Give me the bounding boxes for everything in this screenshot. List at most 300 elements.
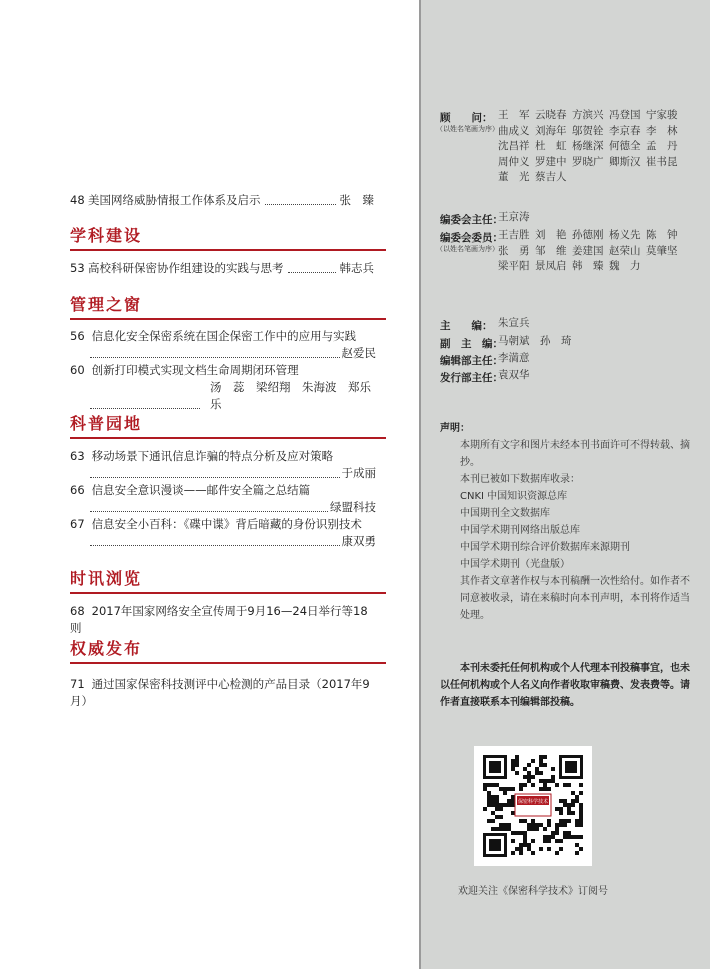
qr-module [559,839,563,843]
person-name: 刘海年 [535,124,567,137]
person-name: 梁平阳 [498,260,530,272]
qr-module [523,831,527,835]
toc-entry-53[interactable] [70,260,376,277]
qr-module [511,787,515,791]
article-author: 张 臻 [339,193,374,207]
qr-module [523,843,527,847]
database-2: 中国期刊全文数据库 [460,508,550,519]
qr-module [559,807,563,811]
qr-module [539,759,543,763]
article-title: 高校科研保密协作组建设的实践与思考 [88,261,284,275]
qr-module [511,831,515,835]
article-title: 通过国家保密科技测评中心检测的产品目录（2017年9月） [70,677,370,708]
qr-module [571,835,575,839]
qr-module [579,815,583,819]
person-name: 蔡吉人 [535,171,567,183]
qr-module [519,819,523,823]
declaration-p3: 其作者文章著作权与本刊稿酬一次性给付。如作者不同意被收录，请在来稿时向本刊声明，本刊将作适当处理。 [460,576,690,621]
notice [440,660,695,711]
qr-module [511,839,515,843]
qr-module [519,851,523,855]
article-title: 创新打印模式实现文档生命周期闭环管理 [91,363,299,377]
qr-code[interactable] [474,746,592,866]
qr-module [551,767,555,771]
qr-caption: 欢迎关注《保密科学技术》订阅号 [458,886,608,897]
qr-module [511,811,515,815]
qr-module [567,835,571,839]
name-row [498,139,683,155]
qr-module [563,803,567,807]
qr-module [567,819,571,823]
person-name: 王 军 [498,109,530,121]
qr-module [495,807,499,811]
database-1: CNKI 中国知识资源总库 [460,491,568,502]
qr-module [567,803,571,807]
qr-module [507,803,511,807]
members-label: 编委会委员： [440,232,503,244]
qr-module [507,823,511,827]
editor-label: 主 编： [440,320,493,332]
qr-center-label: 保密科学技术 [517,799,549,805]
qr-module [507,787,511,791]
person-name: 罗建中 [535,155,567,168]
qr-module [571,799,575,803]
person-name: 刘 艳 [535,229,567,241]
article-title: 2017年国家网络安全宣传周于9月16—24日举行等18则 [70,604,368,635]
qr-module [495,799,499,803]
qr-module [511,767,515,771]
qr-module [563,831,567,835]
qr-module [491,795,495,799]
qr-module [523,835,527,839]
qr-module [559,847,563,851]
qr-module [559,799,563,803]
person-name: 周仲义 [498,155,530,168]
qr-module [543,783,547,787]
qr-module [535,771,539,775]
toc-entry-71[interactable] [70,676,376,710]
person-name: 崔书昆 [646,155,678,168]
qr-module [555,783,559,787]
qr-module [547,823,551,827]
qr-module [579,835,583,839]
qr-module [523,819,527,823]
page-number: 68 [70,604,85,618]
qr-module [487,795,491,799]
qr-module [491,811,495,815]
qr-module [511,795,515,799]
section-shixun [70,569,386,589]
leader-dots [288,271,336,273]
advisors-note: （以姓名笔画为序） [436,125,499,133]
qr-module [567,831,571,835]
qr-module [575,819,579,823]
person-name: 邹 维 [535,244,567,257]
qr-module [563,823,567,827]
qr-module [519,847,523,851]
person-name: 何德全 [609,140,641,152]
qr-module [515,763,519,767]
person-name: 董 光 [498,171,530,183]
qr-module [563,799,567,803]
qr-module [507,827,511,831]
person-name: 邬贺铨 [572,124,604,137]
person-name: 冯登国 [609,109,641,121]
article-author: 于成丽 [341,466,376,480]
office-name: 李満意 [498,352,530,364]
qr-module [547,819,551,823]
qr-module [511,759,515,763]
section-title: 权威发布 [70,639,143,658]
qr-module [499,807,503,811]
qr-module [511,763,515,767]
section-title: 科普园地 [70,414,143,433]
qr-module [555,839,559,843]
qr-module [579,803,583,807]
qr-module [551,835,555,839]
person-name: 景凤启 [535,260,567,272]
qr-module [563,783,567,787]
qr-module [575,851,579,855]
qr-module [551,831,555,835]
qr-module [555,807,559,811]
qr-module [539,847,543,851]
qr-module [527,843,531,847]
person-name: 莫肇坚 [646,244,678,257]
leader-dots [90,356,340,358]
qr-module [503,791,507,795]
database-5: 中国学术期刊（光盘版） [460,559,570,570]
person-name: 韩 臻 [572,260,604,272]
person-name: 王吉胜 [498,229,530,241]
qr-module [579,847,583,851]
person-name: 张 勇 [498,244,530,257]
qr-module [539,779,543,783]
qr-module [535,767,539,771]
qr-module [511,851,515,855]
qr-code-icon [474,746,592,866]
qr-module [515,831,519,835]
person-name: 孟 丹 [646,140,678,152]
page-number: 48 [70,193,85,207]
declaration [440,420,695,624]
section-title: 时讯浏览 [70,569,143,588]
qr-module [579,807,583,811]
leader-dots [90,510,328,512]
qr-module [543,779,547,783]
article-title: 信息化安全保密系统在国企保密工作中的应用与实践 [91,329,357,343]
qr-module [559,811,563,815]
qr-module [519,831,523,835]
person-name: 赵荣山 [609,244,641,257]
qr-module [495,795,499,799]
qr-module [491,799,495,803]
article-title: 移动场景下通讯信息诈骗的特点分析及应对策略 [91,449,334,463]
article-title: 美国网络威胁情报工作体系及启示 [88,193,261,207]
page-number: 53 [70,261,85,275]
qr-module [579,791,583,795]
person-name: 杨义先 [609,229,641,241]
qr-module [535,827,539,831]
distribution-name: 袁双华 [498,369,530,381]
qr-module [491,819,495,823]
person-name: 姜建国 [572,244,604,257]
name-row [498,108,683,124]
advisors-label: 顾 问： [440,112,493,124]
qr-module [579,783,583,787]
qr-module [547,835,551,839]
qr-module [531,823,535,827]
name-row [498,124,683,140]
qr-module [547,847,551,851]
qr-module [579,823,583,827]
database-3: 中国学术期刊网络出版总库 [460,525,580,536]
qr-module [499,815,503,819]
qr-module [495,815,499,819]
qr-module [543,787,547,791]
section-quanwei [70,639,386,659]
article-author: 绿盟科技 [330,500,376,514]
qr-module [543,763,547,767]
page-number: 56 [70,329,85,343]
qr-module [563,819,567,823]
qr-module [515,847,519,851]
declaration-p1: 本期所有文字和图片未经本刊书面许可不得转载、摘抄。 [460,440,690,468]
qr-module [503,787,507,791]
chair-label: 编委会主任： [440,214,503,226]
editor-name: 朱宣兵 [498,317,530,329]
qr-module [495,803,499,807]
qr-module [523,783,527,787]
page-number: 60 [70,363,85,377]
section-xueke [70,226,386,246]
toc-entry-68[interactable] [70,603,376,637]
person-name: 罗晓广 [572,155,604,168]
database-4: 中国学术期刊综合评价数据库来源期刊 [460,542,630,553]
qr-module [527,847,531,851]
person-name: 李 林 [646,124,678,137]
qr-module [515,771,519,775]
qr-module [515,755,519,759]
chair-name: 王京涛 [498,211,530,223]
qr-module [499,803,503,807]
qr-module [511,799,515,803]
section-title: 管理之窗 [70,295,143,314]
qr-module [527,779,531,783]
leader-dots [265,203,336,205]
declaration-p2: 本刊已被如下数据库收录： [460,474,580,485]
qr-module [559,823,563,827]
qr-module [555,851,559,855]
deputy-names: 马朝斌 孙 琦 [498,335,572,347]
qr-module [543,827,547,831]
person-name: 魏 力 [609,260,641,272]
qr-module [507,799,511,803]
person-name: 卿斯汉 [609,155,641,168]
qr-module [579,811,583,815]
name-row [498,244,683,260]
qr-module [531,775,535,779]
qr-module [575,823,579,827]
qr-module [559,819,563,823]
qr-module [487,791,491,795]
qr-module [499,827,503,831]
qr-module [575,835,579,839]
section-title: 学科建设 [70,226,143,245]
qr-module [539,787,543,791]
person-name: 沈昌祥 [498,140,530,152]
page-number: 67 [70,517,85,531]
name-row [498,155,683,171]
qr-module [543,755,547,759]
qr-module [555,827,559,831]
qr-module [527,823,531,827]
qr-module [563,835,567,839]
members-note: （以姓名笔画为序） [436,245,499,253]
person-name: 云晓春 [535,109,567,121]
qr-module [491,827,495,831]
declaration-heading: 声明： [440,423,470,434]
person-name: 杜 虹 [535,140,567,152]
qr-module [555,831,559,835]
qr-module [531,783,535,787]
page-number: 66 [70,483,85,497]
section-kepu [70,414,386,434]
qr-module [487,819,491,823]
notice-text: 本刊未委托任何机构或个人代理本刊投稿事宜，也未以任何机构或个人名义向作者收取审稿费、发表费等。请作者直接联系本刊编辑部投稿。 [440,663,690,708]
person-name: 方滨兴 [572,109,604,121]
section-rule [70,662,386,664]
qr-module [483,787,487,791]
leader-dots [90,476,340,478]
qr-module [531,851,535,855]
qr-module [527,827,531,831]
qr-module [483,807,487,811]
qr-module [539,755,543,759]
qr-module [519,843,523,847]
qr-module [567,783,571,787]
article-title: 信息安全小百科：《碟中谍》背后暗藏的身份识别技术 [91,517,362,531]
qr-module [515,759,519,763]
qr-module [495,827,499,831]
qr-module [539,763,543,767]
section-rule [70,249,386,251]
article-title: 信息安全意识漫谈——邮件安全篇之总结篇 [91,483,311,497]
qr-module [543,835,547,839]
person-name: 杨继深 [572,140,604,152]
qr-module [567,811,571,815]
qr-module [567,807,571,811]
person-name: 陈 钟 [646,229,678,241]
name-row [498,170,683,186]
qr-module [527,771,531,775]
toc-entry-67[interactable] [70,516,376,550]
qr-module [503,823,507,827]
qr-module [527,763,531,767]
qr-module [531,759,535,763]
toc-entry-60[interactable] [70,362,376,413]
qr-module [499,823,503,827]
page-number: 63 [70,449,85,463]
section-rule [70,592,386,594]
qr-module [571,791,575,795]
toc-entry-56[interactable] [70,328,376,362]
article-author: 韩志兵 [339,261,374,275]
qr-module [555,823,559,827]
qr-module [519,783,523,787]
section-rule [70,318,386,320]
members-list [498,228,683,275]
qr-module [547,839,551,843]
qr-module [551,775,555,779]
article-author: 汤 蕊 梁绍翔 朱海波 郑乐乐 [210,380,371,411]
qr-module [527,775,531,779]
qr-module [531,827,535,831]
qr-module [487,799,491,803]
qr-module [531,839,535,843]
section-rule [70,437,386,439]
qr-module [579,819,583,823]
advisors-list [498,108,683,186]
qr-module [575,799,579,803]
qr-module [575,795,579,799]
person-name: 宁家骏 [646,109,678,121]
deputy-label: 副 主 编： [440,338,503,350]
qr-module [499,787,503,791]
qr-module [523,767,527,771]
qr-module [523,839,527,843]
name-row [498,259,683,275]
page-number: 71 [70,677,85,691]
qr-module [547,787,551,791]
qr-module [523,775,527,779]
qr-module [547,779,551,783]
qr-module [487,803,491,807]
article-author: 康双勇 [341,534,376,548]
qr-module [575,843,579,847]
office-label: 编辑部主任： [440,355,503,367]
person-name: 孙德刚 [572,229,604,241]
qr-module [503,827,507,831]
qr-module [495,783,499,787]
toc-entry-48[interactable] [70,192,376,209]
qr-module [487,783,491,787]
name-row [498,228,683,244]
qr-module [539,823,543,827]
qr-module [543,839,547,843]
qr-module [511,803,515,807]
qr-module [503,803,507,807]
qr-module [483,783,487,787]
person-name: 李京春 [609,124,641,137]
section-guanli [70,295,386,315]
qr-module [491,803,495,807]
leader-dots [90,544,340,546]
qr-module [571,811,575,815]
person-name: 曲成义 [498,124,530,137]
toc-entry-66[interactable] [70,482,376,516]
article-author: 赵爱民 [341,346,376,360]
qr-module [539,771,543,775]
qr-module [571,803,575,807]
qr-module [551,779,555,783]
leader-dots [90,407,200,409]
qr-module [491,783,495,787]
qr-module [531,819,535,823]
qr-module [519,787,523,791]
distribution-label: 发行部主任： [440,372,503,384]
toc-entry-63[interactable] [70,448,376,482]
